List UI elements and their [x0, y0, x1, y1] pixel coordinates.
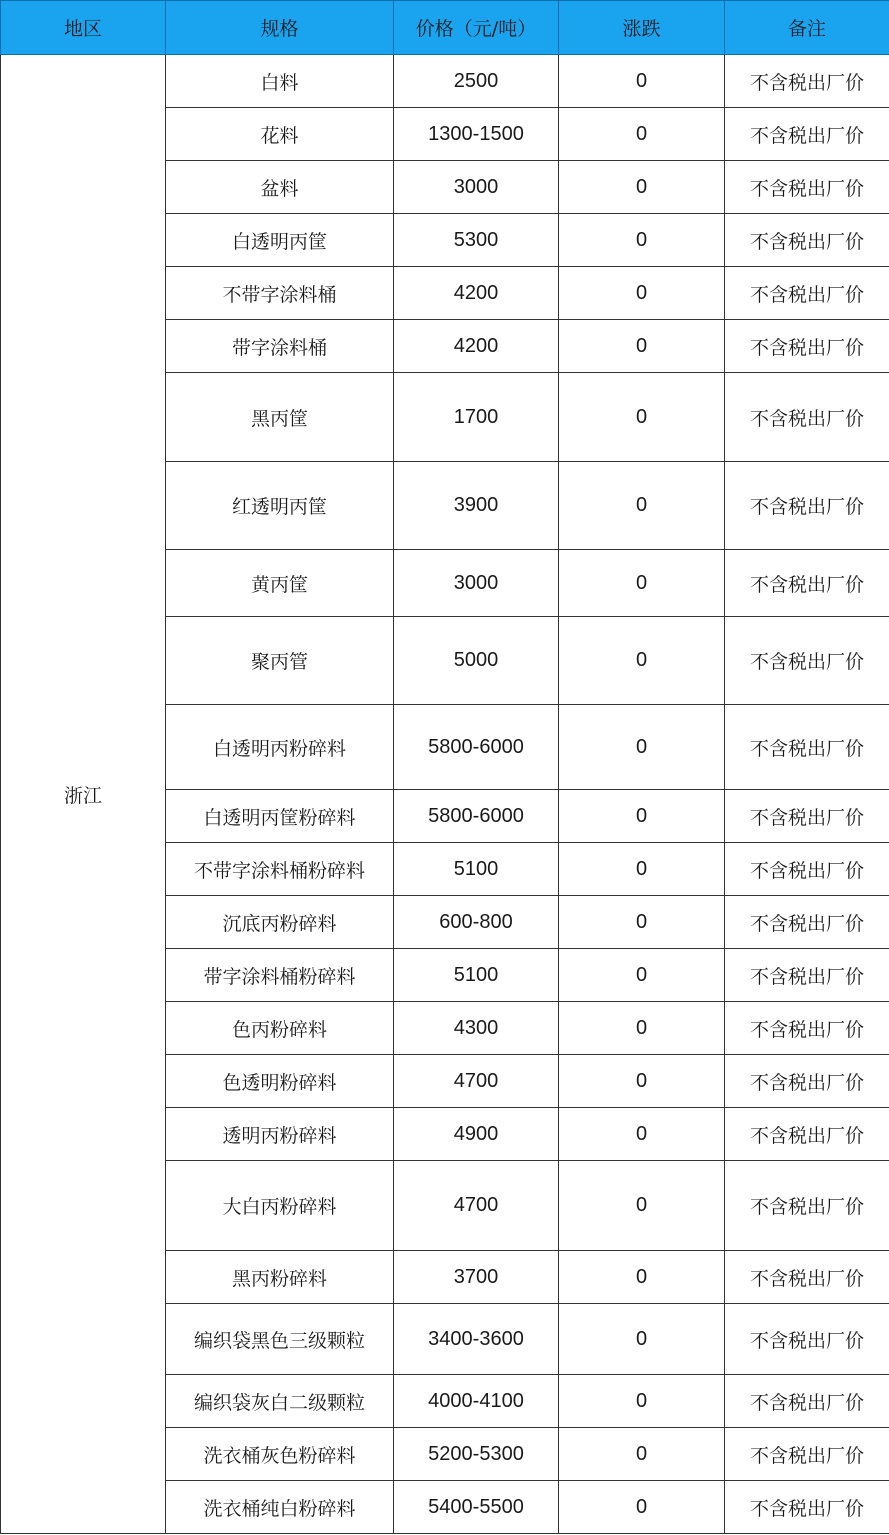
change-cell: 0: [559, 1304, 725, 1375]
spec-cell: 白透明丙粉碎料: [166, 705, 394, 790]
spec-cell: 带字涂料桶粉碎料: [166, 949, 394, 1002]
change-cell: 0: [559, 161, 725, 214]
spec-cell: 不带字涂料桶粉碎料: [166, 843, 394, 896]
note-cell: 不含税出厂价: [725, 843, 889, 896]
spec-cell: 黑丙筐: [166, 373, 394, 462]
note-cell: 不含税出厂价: [725, 550, 889, 617]
change-cell: 0: [559, 949, 725, 1002]
note-cell: 不含税出厂价: [725, 320, 889, 373]
note-cell: 不含税出厂价: [725, 373, 889, 462]
header-change: 涨跌: [559, 1, 725, 55]
change-cell: 0: [559, 373, 725, 462]
change-cell: 0: [559, 705, 725, 790]
price-cell: 5100: [394, 949, 559, 1002]
price-cell: 5400-5500: [394, 1481, 559, 1534]
price-cell: 4200: [394, 320, 559, 373]
spec-cell: 盆料: [166, 161, 394, 214]
price-cell: 600-800: [394, 896, 559, 949]
change-cell: 0: [559, 267, 725, 320]
spec-cell: 白料: [166, 55, 394, 108]
note-cell: 不含税出厂价: [725, 705, 889, 790]
note-cell: 不含税出厂价: [725, 462, 889, 550]
price-cell: 5000: [394, 617, 559, 705]
price-cell: 1700: [394, 373, 559, 462]
change-cell: 0: [559, 1108, 725, 1161]
spec-cell: 黄丙筐: [166, 550, 394, 617]
change-cell: 0: [559, 320, 725, 373]
note-cell: 不含税出厂价: [725, 790, 889, 843]
note-cell: 不含税出厂价: [725, 1055, 889, 1108]
spec-cell: 白透明丙筐: [166, 214, 394, 267]
price-cell: 5200-5300: [394, 1428, 559, 1481]
note-cell: 不含税出厂价: [725, 1304, 889, 1375]
table-header: [1, 1, 889, 55]
note-cell: 不含税出厂价: [725, 1161, 889, 1251]
change-cell: 0: [559, 843, 725, 896]
note-cell: 不含税出厂价: [725, 108, 889, 161]
header-spec: 规格: [166, 1, 394, 55]
change-cell: 0: [559, 617, 725, 705]
note-cell: 不含税出厂价: [725, 161, 889, 214]
header-price: 价格（元/吨）: [394, 1, 559, 55]
change-cell: 0: [559, 1251, 725, 1304]
note-cell: 不含税出厂价: [725, 1251, 889, 1304]
price-cell: 4300: [394, 1002, 559, 1055]
spec-cell: 洗衣桶纯白粉碎料: [166, 1481, 394, 1534]
price-cell: 5300: [394, 214, 559, 267]
price-cell: 4900: [394, 1108, 559, 1161]
price-cell: 4700: [394, 1055, 559, 1108]
change-cell: 0: [559, 214, 725, 267]
price-cell: 3000: [394, 161, 559, 214]
price-cell: 3400-3600: [394, 1304, 559, 1375]
price-cell: 4700: [394, 1161, 559, 1251]
spec-cell: 聚丙管: [166, 617, 394, 705]
note-cell: 不含税出厂价: [725, 1428, 889, 1481]
spec-cell: 编织袋黑色三级颗粒: [166, 1304, 394, 1375]
price-cell: 5800-6000: [394, 705, 559, 790]
price-cell: 3700: [394, 1251, 559, 1304]
note-cell: 不含税出厂价: [725, 1375, 889, 1428]
note-cell: 不含税出厂价: [725, 1481, 889, 1534]
change-cell: 0: [559, 1055, 725, 1108]
note-cell: 不含税出厂价: [725, 949, 889, 1002]
change-cell: 0: [559, 790, 725, 843]
spec-cell: 编织袋灰白二级颗粒: [166, 1375, 394, 1428]
spec-cell: 色丙粉碎料: [166, 1002, 394, 1055]
note-cell: 不含税出厂价: [725, 267, 889, 320]
spec-cell: 黑丙粉碎料: [166, 1251, 394, 1304]
header-region: 地区: [1, 1, 166, 55]
header-row: [1, 1, 889, 55]
spec-cell: 沉底丙粉碎料: [166, 896, 394, 949]
change-cell: 0: [559, 550, 725, 617]
price-cell: 5100: [394, 843, 559, 896]
price-cell: 1300-1500: [394, 108, 559, 161]
note-cell: 不含税出厂价: [725, 1002, 889, 1055]
region-cell: 浙江: [1, 55, 166, 1534]
change-cell: 0: [559, 1002, 725, 1055]
spec-cell: 洗衣桶灰色粉碎料: [166, 1428, 394, 1481]
table-row: [1, 55, 889, 108]
spec-cell: 大白丙粉碎料: [166, 1161, 394, 1251]
spec-cell: 白透明丙筐粉碎料: [166, 790, 394, 843]
change-cell: 0: [559, 1428, 725, 1481]
note-cell: 不含税出厂价: [725, 617, 889, 705]
spec-cell: 透明丙粉碎料: [166, 1108, 394, 1161]
spec-cell: 带字涂料桶: [166, 320, 394, 373]
table-body: [1, 55, 889, 1534]
note-cell: 不含税出厂价: [725, 214, 889, 267]
note-cell: 不含税出厂价: [725, 896, 889, 949]
change-cell: 0: [559, 55, 725, 108]
change-cell: 0: [559, 1375, 725, 1428]
price-cell: 2500: [394, 55, 559, 108]
change-cell: 0: [559, 1481, 725, 1534]
note-cell: 不含税出厂价: [725, 1108, 889, 1161]
change-cell: 0: [559, 462, 725, 550]
note-cell: 不含税出厂价: [725, 55, 889, 108]
spec-cell: 不带字涂料桶: [166, 267, 394, 320]
change-cell: 0: [559, 108, 725, 161]
header-note: 备注: [725, 1, 889, 55]
spec-cell: 红透明丙筐: [166, 462, 394, 550]
price-cell: 4000-4100: [394, 1375, 559, 1428]
change-cell: 0: [559, 896, 725, 949]
change-cell: 0: [559, 1161, 725, 1251]
price-cell: 4200: [394, 267, 559, 320]
price-cell: 3000: [394, 550, 559, 617]
price-cell: 3900: [394, 462, 559, 550]
spec-cell: 色透明粉碎料: [166, 1055, 394, 1108]
spec-cell: 花料: [166, 108, 394, 161]
price-cell: 5800-6000: [394, 790, 559, 843]
